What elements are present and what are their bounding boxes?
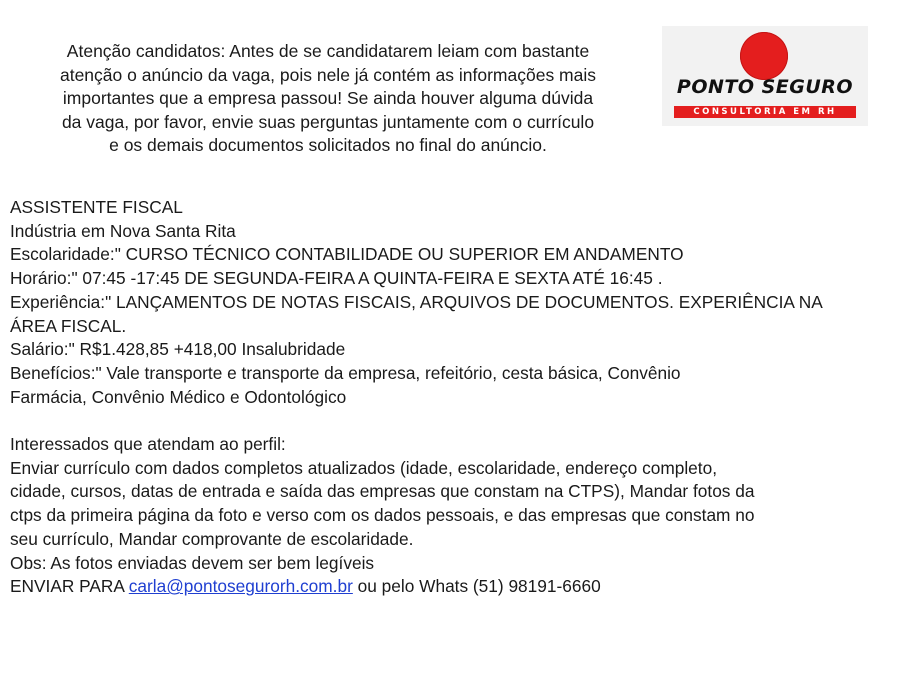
email-link[interactable]: carla@pontosegurorh.com.br bbox=[128, 576, 353, 597]
apply-line: cidade, cursos, datas de entrada e saída das empresas que constam na CTPS), Mandar fotos da bbox=[10, 481, 755, 502]
apply-obs: Obs: As fotos enviadas devem ser bem legíveis bbox=[10, 552, 375, 573]
job-beneficios: Benefícios:" Vale transporte e transporte da empresa, refeitório, cesta básica, Convênio bbox=[10, 362, 681, 383]
apply-line: ctps da primeira página da foto e verso com os dados pessoais, e das empresas que constam no bbox=[10, 505, 755, 526]
job-title: ASSISTENTE FISCAL bbox=[10, 197, 183, 217]
apply-line: Enviar currículo com dados completos atualizados (idade, escolaridade, endereço completo, bbox=[10, 457, 717, 478]
job-beneficios-cont: Farmácia, Convênio Médico e Odontológico bbox=[10, 386, 347, 407]
job-horario: Horário:" 07:45 -17:45 DE SEGUNDA-FEIRA A QUINTA-FEIRA E SEXTA ATÉ 16:45 . bbox=[10, 268, 663, 289]
spacer bbox=[10, 409, 895, 433]
send-prefix: ENVIAR PARA bbox=[10, 576, 129, 597]
notice-line: Atenção candidatos: Antes de se candidatarem leiam com bastante bbox=[66, 41, 590, 61]
logo-subtitle: CONSULTORIA EM RH bbox=[674, 106, 856, 118]
apply-line: seu currículo, Mandar comprovante de escolaridade. bbox=[10, 528, 414, 549]
company-logo bbox=[662, 26, 868, 126]
notice-line: e os demais documentos solicitados no final do anúncio. bbox=[109, 135, 547, 155]
job-posting bbox=[10, 196, 895, 599]
candidate-notice bbox=[8, 40, 648, 158]
apply-contact bbox=[10, 575, 895, 599]
apply-intro: Interessados que atendam ao perfil: bbox=[10, 434, 286, 455]
job-experiencia: Experiência:" LANÇAMENTOS DE NOTAS FISCAIS, ARQUIVOS DE DOCUMENTOS. EXPERIÊNCIA NA bbox=[10, 291, 823, 312]
notice-line: importantes que a empresa passou! Se ainda houver alguma dúvida bbox=[62, 88, 594, 108]
job-company: Indústria em Nova Santa Rita bbox=[10, 220, 236, 241]
whatsapp-contact: ou pelo Whats (51) 98191-6660 bbox=[352, 576, 601, 597]
job-experiencia-cont: ÁREA FISCAL. bbox=[10, 315, 127, 336]
logo-brand: PONTO SEGURO bbox=[676, 76, 854, 98]
notice-line: atenção o anúncio da vaga, pois nele já contém as informações mais bbox=[59, 64, 596, 85]
job-salario: Salário:" R$1.428,85 +418,00 Insalubridade bbox=[10, 339, 346, 360]
job-escolaridade: Escolaridade:" CURSO TÉCNICO CONTABILIDADE OU SUPERIOR EM ANDAMENTO bbox=[10, 244, 684, 265]
notice-line: da vaga, por favor, envie suas perguntas juntamente com o currículo bbox=[61, 111, 595, 132]
red-circle-icon bbox=[740, 32, 788, 80]
